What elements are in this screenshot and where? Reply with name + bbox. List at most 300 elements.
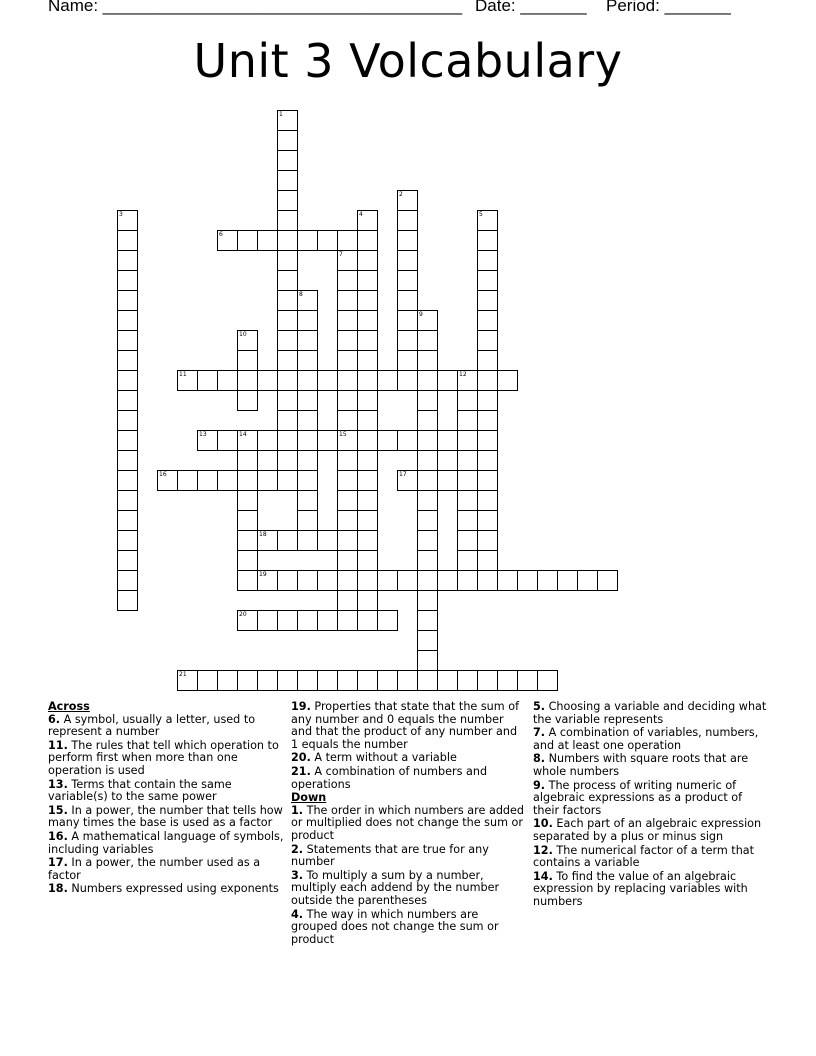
crossword-cell[interactable]	[457, 470, 478, 491]
crossword-cell[interactable]	[277, 410, 298, 431]
crossword-cell[interactable]	[277, 370, 298, 391]
crossword-cell[interactable]	[477, 350, 498, 371]
crossword-cell[interactable]	[277, 470, 298, 491]
clue-number: 2	[399, 191, 403, 198]
crossword-cell[interactable]	[337, 390, 358, 411]
crossword-cell[interactable]	[217, 470, 238, 491]
clue-number: 6	[219, 231, 223, 238]
crossword-cell[interactable]	[237, 450, 258, 471]
period-field-label: Period: _______	[606, 0, 731, 15]
crossword-cell[interactable]	[397, 270, 418, 291]
crossword-cell[interactable]	[357, 590, 378, 611]
clue-column-3	[533, 701, 769, 910]
crossword-cell[interactable]	[277, 130, 298, 151]
crossword-cell[interactable]	[277, 450, 298, 471]
crossword-cell[interactable]	[117, 390, 138, 411]
clue-number-label: 14.	[533, 869, 553, 883]
crossword-cell[interactable]	[457, 370, 478, 391]
crossword-cell[interactable]	[337, 450, 358, 471]
across-heading: Across	[48, 700, 90, 713]
crossword-cell[interactable]	[457, 670, 478, 691]
crossword-cell[interactable]	[317, 430, 338, 451]
crossword-cell[interactable]	[317, 530, 338, 551]
crossword-cell[interactable]	[317, 570, 338, 591]
crossword-cell[interactable]	[417, 550, 438, 571]
crossword-cell[interactable]	[317, 610, 338, 631]
crossword-cell[interactable]	[117, 210, 138, 231]
across-clue	[291, 701, 527, 751]
clue-text: A symbol, usually a letter, used to represent a number	[48, 712, 256, 739]
clue-number: 1	[279, 111, 283, 118]
clue-number-label: 1.	[291, 803, 304, 817]
crossword-cell[interactable]	[397, 290, 418, 311]
across-clue	[48, 883, 284, 896]
crossword-cell[interactable]	[237, 470, 258, 491]
clue-text: A mathematical language of symbols, including variables	[48, 829, 284, 856]
clue-number: 18	[259, 531, 267, 538]
crossword-cell[interactable]	[477, 210, 498, 231]
crossword-cell[interactable]	[117, 530, 138, 551]
crossword-cell[interactable]	[457, 390, 478, 411]
clue-column-2	[291, 701, 527, 947]
crossword-cell[interactable]	[477, 510, 498, 531]
crossword-cell[interactable]	[297, 470, 318, 491]
crossword-cell[interactable]	[457, 450, 478, 471]
crossword-cell[interactable]	[337, 470, 358, 491]
clue-number-label: 6.	[48, 712, 61, 726]
crossword-cell[interactable]	[397, 310, 418, 331]
crossword-cell[interactable]	[237, 570, 258, 591]
crossword-cell[interactable]	[497, 670, 518, 691]
crossword-cell[interactable]	[477, 450, 498, 471]
crossword-cell[interactable]	[277, 570, 298, 591]
crossword-cell[interactable]	[337, 290, 358, 311]
crossword-cell[interactable]	[197, 370, 218, 391]
crossword-cell[interactable]	[237, 530, 258, 551]
crossword-cell[interactable]	[457, 510, 478, 531]
crossword-cell[interactable]	[217, 430, 238, 451]
crossword-cell[interactable]	[317, 370, 338, 391]
crossword-cell[interactable]	[117, 590, 138, 611]
crossword-cell[interactable]	[117, 410, 138, 431]
crossword-cell[interactable]	[237, 550, 258, 571]
crossword-cell[interactable]	[417, 350, 438, 371]
crossword-cell[interactable]	[337, 610, 358, 631]
clue-text: A term without a variable	[314, 751, 457, 765]
crossword-cell[interactable]	[417, 310, 438, 331]
crossword-cell[interactable]	[117, 430, 138, 451]
crossword-cell[interactable]	[417, 470, 438, 491]
crossword-cell[interactable]	[197, 470, 218, 491]
crossword-cell[interactable]	[477, 570, 498, 591]
crossword-cell[interactable]	[297, 290, 318, 311]
crossword-cell[interactable]	[257, 610, 278, 631]
crossword-cell[interactable]	[477, 430, 498, 451]
crossword-cell[interactable]	[277, 350, 298, 371]
down-clue	[533, 701, 769, 726]
crossword-cell[interactable]	[417, 630, 438, 651]
crossword-cell[interactable]	[117, 570, 138, 591]
crossword-cell[interactable]	[377, 570, 398, 591]
clue-number-label: 3.	[291, 868, 304, 882]
crossword-cell[interactable]	[297, 610, 318, 631]
clue-number: 19	[259, 571, 267, 578]
crossword-cell[interactable]	[117, 310, 138, 331]
crossword-cell[interactable]	[257, 530, 278, 551]
crossword-cell[interactable]	[397, 190, 418, 211]
crossword-cell[interactable]	[477, 370, 498, 391]
crossword-cell[interactable]	[477, 230, 498, 251]
crossword-cell[interactable]	[397, 370, 418, 391]
clue-number: 14	[239, 431, 247, 438]
crossword-cell[interactable]	[297, 530, 318, 551]
crossword-cell[interactable]	[417, 490, 438, 511]
clue-number-label: 18.	[48, 882, 68, 896]
clue-text: The way in which numbers are grouped does not change the sum or product	[291, 907, 499, 946]
crossword-cell[interactable]	[177, 670, 198, 691]
crossword-cell[interactable]	[517, 670, 538, 691]
crossword-cell[interactable]	[377, 670, 398, 691]
across-clue	[48, 805, 284, 830]
crossword-cell[interactable]	[117, 550, 138, 571]
crossword-cell[interactable]	[397, 230, 418, 251]
down-clue	[533, 818, 769, 843]
crossword-cell[interactable]	[337, 570, 358, 591]
clue-text: Each part of an algebraic expression separated by a plus or minus sign	[533, 817, 762, 843]
crossword-cell[interactable]	[297, 510, 318, 531]
crossword-cell[interactable]	[177, 370, 198, 391]
crossword-cell[interactable]	[117, 450, 138, 471]
crossword-cell[interactable]	[297, 350, 318, 371]
crossword-cell[interactable]	[257, 230, 278, 251]
crossword-cell[interactable]	[457, 530, 478, 551]
across-clue	[48, 831, 284, 856]
crossword-cell[interactable]	[277, 210, 298, 231]
crossword-cell[interactable]	[477, 530, 498, 551]
crossword-cell[interactable]	[337, 270, 358, 291]
crossword-cell[interactable]	[357, 250, 378, 271]
crossword-cell[interactable]	[237, 330, 258, 351]
crossword-cell[interactable]	[417, 670, 438, 691]
crossword-cell[interactable]	[277, 110, 298, 131]
clue-number: 12	[459, 371, 467, 378]
date-field-label: Date: _______	[475, 0, 587, 15]
clue-number-label: 11.	[48, 738, 68, 752]
across-clue	[48, 857, 284, 882]
crossword-cell[interactable]	[337, 350, 358, 371]
crossword-cell[interactable]	[497, 570, 518, 591]
crossword-cell[interactable]	[417, 530, 438, 551]
crossword-cell[interactable]	[417, 450, 438, 471]
down-clue	[291, 844, 527, 869]
crossword-cell[interactable]	[417, 390, 438, 411]
crossword-cell[interactable]	[257, 670, 278, 691]
down-clue	[533, 871, 769, 909]
crossword-cell[interactable]	[117, 490, 138, 511]
crossword-cell[interactable]	[297, 490, 318, 511]
crossword-cell[interactable]	[277, 670, 298, 691]
crossword-cell[interactable]	[237, 490, 258, 511]
crossword-cell[interactable]	[397, 330, 418, 351]
crossword-cell[interactable]	[117, 510, 138, 531]
crossword-cell[interactable]	[477, 670, 498, 691]
clue-number-label: 13.	[48, 777, 68, 791]
crossword-cell[interactable]	[277, 150, 298, 171]
crossword-cell[interactable]	[337, 310, 358, 331]
clue-number-label: 17.	[48, 856, 68, 870]
crossword-cell[interactable]	[357, 270, 378, 291]
crossword-cell[interactable]	[117, 230, 138, 251]
crossword-cell[interactable]	[177, 470, 198, 491]
across-clue	[48, 779, 284, 804]
clue-text: A combination of numbers and operations	[291, 764, 488, 791]
crossword-cell[interactable]	[437, 370, 458, 391]
clue-number-label: 19.	[291, 700, 311, 713]
crossword-cell[interactable]	[337, 370, 358, 391]
crossword-cell[interactable]	[337, 550, 358, 571]
crossword-cell[interactable]	[417, 610, 438, 631]
clue-number: 10	[239, 331, 247, 338]
clue-number-label: 9.	[533, 778, 546, 792]
crossword-cell[interactable]	[337, 530, 358, 551]
crossword-cell[interactable]	[397, 430, 418, 451]
crossword-cell[interactable]	[357, 430, 378, 451]
crossword-cell[interactable]	[337, 410, 358, 431]
crossword-cell[interactable]	[357, 550, 378, 571]
clue-text: Statements that are true for any number	[291, 842, 489, 869]
crossword-cell[interactable]	[357, 310, 378, 331]
crossword-cell[interactable]	[357, 390, 378, 411]
crossword-cell[interactable]	[297, 670, 318, 691]
crossword-cell[interactable]	[597, 570, 618, 591]
clue-number: 11	[179, 371, 187, 378]
crossword-cell[interactable]	[337, 490, 358, 511]
crossword-cell[interactable]	[337, 230, 358, 251]
clue-text: The numerical factor of a term that contains a variable	[533, 843, 755, 870]
crossword-cell[interactable]	[117, 270, 138, 291]
clue-number-label: 7.	[533, 726, 546, 740]
crossword-cell[interactable]	[217, 230, 238, 251]
crossword-cell[interactable]	[477, 250, 498, 271]
crossword-cell[interactable]	[237, 610, 258, 631]
crossword-cell[interactable]	[577, 570, 598, 591]
crossword-cell[interactable]	[337, 430, 358, 451]
crossword-cell[interactable]	[357, 410, 378, 431]
crossword-cell[interactable]	[237, 390, 258, 411]
crossword-cell[interactable]	[277, 190, 298, 211]
crossword-cell[interactable]	[297, 370, 318, 391]
crossword-cell[interactable]	[357, 290, 378, 311]
clue-text: In a power, the number used as a factor	[48, 856, 261, 882]
clue-text: The order in which numbers are added or multiplied does not change the sum or product	[291, 803, 525, 842]
crossword-cell[interactable]	[417, 570, 438, 591]
crossword-cell[interactable]	[357, 230, 378, 251]
crossword-cell[interactable]	[477, 290, 498, 311]
crossword-cell[interactable]	[277, 230, 298, 251]
crossword-cell[interactable]	[477, 410, 498, 431]
crossword-cell[interactable]	[337, 510, 358, 531]
crossword-cell[interactable]	[357, 610, 378, 631]
crossword-cell[interactable]	[417, 430, 438, 451]
crossword-cell[interactable]	[197, 670, 218, 691]
crossword-cell[interactable]	[477, 470, 498, 491]
crossword-cell[interactable]	[257, 570, 278, 591]
crossword-cell[interactable]	[437, 670, 458, 691]
crossword-cell[interactable]	[297, 390, 318, 411]
down-clue	[533, 845, 769, 870]
crossword-cell[interactable]	[357, 330, 378, 351]
crossword-cell[interactable]	[277, 310, 298, 331]
crossword-cell[interactable]	[297, 570, 318, 591]
crossword-cell[interactable]	[537, 670, 558, 691]
crossword-cell[interactable]	[397, 470, 418, 491]
clue-number-label: 16.	[48, 829, 68, 843]
crossword-cell[interactable]	[237, 430, 258, 451]
across-clue	[48, 740, 284, 778]
crossword-cell[interactable]	[297, 430, 318, 451]
crossword-cell[interactable]	[557, 570, 578, 591]
clue-number: 5	[479, 211, 483, 218]
crossword-cell[interactable]	[477, 330, 498, 351]
crossword-cell[interactable]	[117, 290, 138, 311]
page-title: Unit 3 Volcabulary	[193, 34, 623, 88]
clue-text: To multiply a sum by a number, multiply each addend by the number outside the parentheses	[291, 868, 500, 907]
crossword-cell[interactable]	[477, 270, 498, 291]
clue-number: 16	[159, 471, 167, 478]
crossword-cell[interactable]	[417, 650, 438, 671]
crossword-cell[interactable]	[397, 570, 418, 591]
crossword-cell[interactable]	[237, 230, 258, 251]
crossword-cell[interactable]	[477, 310, 498, 331]
crossword-cell[interactable]	[117, 330, 138, 351]
crossword-cell[interactable]	[497, 370, 518, 391]
crossword-cell[interactable]	[237, 670, 258, 691]
crossword-cell[interactable]	[337, 670, 358, 691]
crossword-cell[interactable]	[277, 330, 298, 351]
crossword-cell[interactable]	[297, 450, 318, 471]
crossword-cell[interactable]	[277, 390, 298, 411]
crossword-cell[interactable]	[237, 370, 258, 391]
crossword-cell[interactable]	[537, 570, 558, 591]
crossword-cell[interactable]	[417, 370, 438, 391]
crossword-cell[interactable]	[257, 470, 278, 491]
crossword-cell[interactable]	[417, 410, 438, 431]
crossword-cell[interactable]	[357, 490, 378, 511]
crossword-cell[interactable]	[457, 570, 478, 591]
clue-number: 13	[199, 431, 207, 438]
clue-text: Choosing a variable and deciding what the variable represents	[533, 700, 767, 726]
crossword-cell[interactable]	[297, 410, 318, 431]
crossword-cell[interactable]	[277, 250, 298, 271]
crossword-cell[interactable]	[357, 350, 378, 371]
crossword-cell[interactable]	[217, 370, 238, 391]
crossword-cell[interactable]	[277, 530, 298, 551]
across-clue	[48, 714, 284, 739]
crossword-cell[interactable]	[457, 430, 478, 451]
crossword-cell[interactable]	[357, 670, 378, 691]
crossword-cell[interactable]	[257, 370, 278, 391]
crossword-cell[interactable]	[437, 570, 458, 591]
crossword-cell[interactable]	[277, 610, 298, 631]
crossword-cell[interactable]	[457, 410, 478, 431]
crossword-cell[interactable]	[417, 330, 438, 351]
crossword-cell[interactable]	[357, 450, 378, 471]
down-clue	[533, 727, 769, 752]
crossword-cell[interactable]	[397, 210, 418, 231]
down-clue	[291, 909, 527, 947]
crossword-cell[interactable]	[437, 430, 458, 451]
crossword-cell[interactable]	[337, 590, 358, 611]
crossword-cell[interactable]	[317, 670, 338, 691]
crossword-cell[interactable]	[217, 670, 238, 691]
crossword-cell[interactable]	[117, 350, 138, 371]
crossword-cell[interactable]	[157, 470, 178, 491]
crossword-cell[interactable]	[357, 530, 378, 551]
crossword-cell[interactable]	[377, 430, 398, 451]
crossword-cell[interactable]	[357, 510, 378, 531]
crossword-cell[interactable]	[417, 590, 438, 611]
crossword-cell[interactable]	[117, 370, 138, 391]
down-clue	[291, 870, 527, 908]
crossword-cell[interactable]	[457, 490, 478, 511]
crossword-cell[interactable]	[397, 670, 418, 691]
crossword-cell[interactable]	[437, 470, 458, 491]
crossword-cell[interactable]	[277, 290, 298, 311]
clue-number-label: 20.	[291, 751, 311, 765]
crossword-cell[interactable]	[357, 210, 378, 231]
clue-number: 15	[339, 431, 347, 438]
crossword-cell[interactable]	[337, 250, 358, 271]
crossword-cell[interactable]	[357, 570, 378, 591]
crossword-cell[interactable]	[397, 250, 418, 271]
clue-text: The rules that tell which operation to perform first when more than one operation is used	[48, 738, 279, 777]
crossword-cell[interactable]	[197, 430, 218, 451]
clue-number: 20	[239, 611, 247, 618]
crossword-cell[interactable]	[417, 510, 438, 531]
crossword-cell[interactable]	[297, 330, 318, 351]
clue-number-label: 4.	[291, 907, 304, 921]
name-field-label: Name: ______________________________________	[48, 0, 463, 15]
crossword-cell[interactable]	[477, 390, 498, 411]
crossword-cell[interactable]	[477, 490, 498, 511]
clue-text: Numbers expressed using exponents	[71, 882, 279, 896]
crossword-cell[interactable]	[297, 310, 318, 331]
clue-text: Properties that state that the sum of any number and 0 equals the number and that the product of any number and 1 equals the number	[291, 700, 520, 751]
crossword-cell[interactable]	[357, 370, 378, 391]
crossword-cell[interactable]	[277, 270, 298, 291]
crossword-cell[interactable]	[237, 350, 258, 371]
crossword-cell[interactable]	[257, 430, 278, 451]
crossword-cell[interactable]	[337, 330, 358, 351]
crossword-cell[interactable]	[457, 550, 478, 571]
crossword-cell[interactable]	[277, 430, 298, 451]
crossword-cell[interactable]	[477, 550, 498, 571]
crossword-cell[interactable]	[297, 230, 318, 251]
clue-number-label: 10.	[533, 817, 553, 831]
crossword-cell[interactable]	[277, 170, 298, 191]
crossword-cell[interactable]	[517, 570, 538, 591]
crossword-cell[interactable]	[397, 350, 418, 371]
crossword-cell[interactable]	[117, 250, 138, 271]
crossword-cell[interactable]	[357, 470, 378, 491]
crossword-cell[interactable]	[377, 370, 398, 391]
clue-number: 17	[399, 471, 407, 478]
clue-number: 3	[119, 211, 123, 218]
crossword-cell[interactable]	[317, 230, 338, 251]
crossword-cell[interactable]	[117, 470, 138, 491]
crossword-cell[interactable]	[237, 510, 258, 531]
crossword-cell[interactable]	[377, 610, 398, 631]
